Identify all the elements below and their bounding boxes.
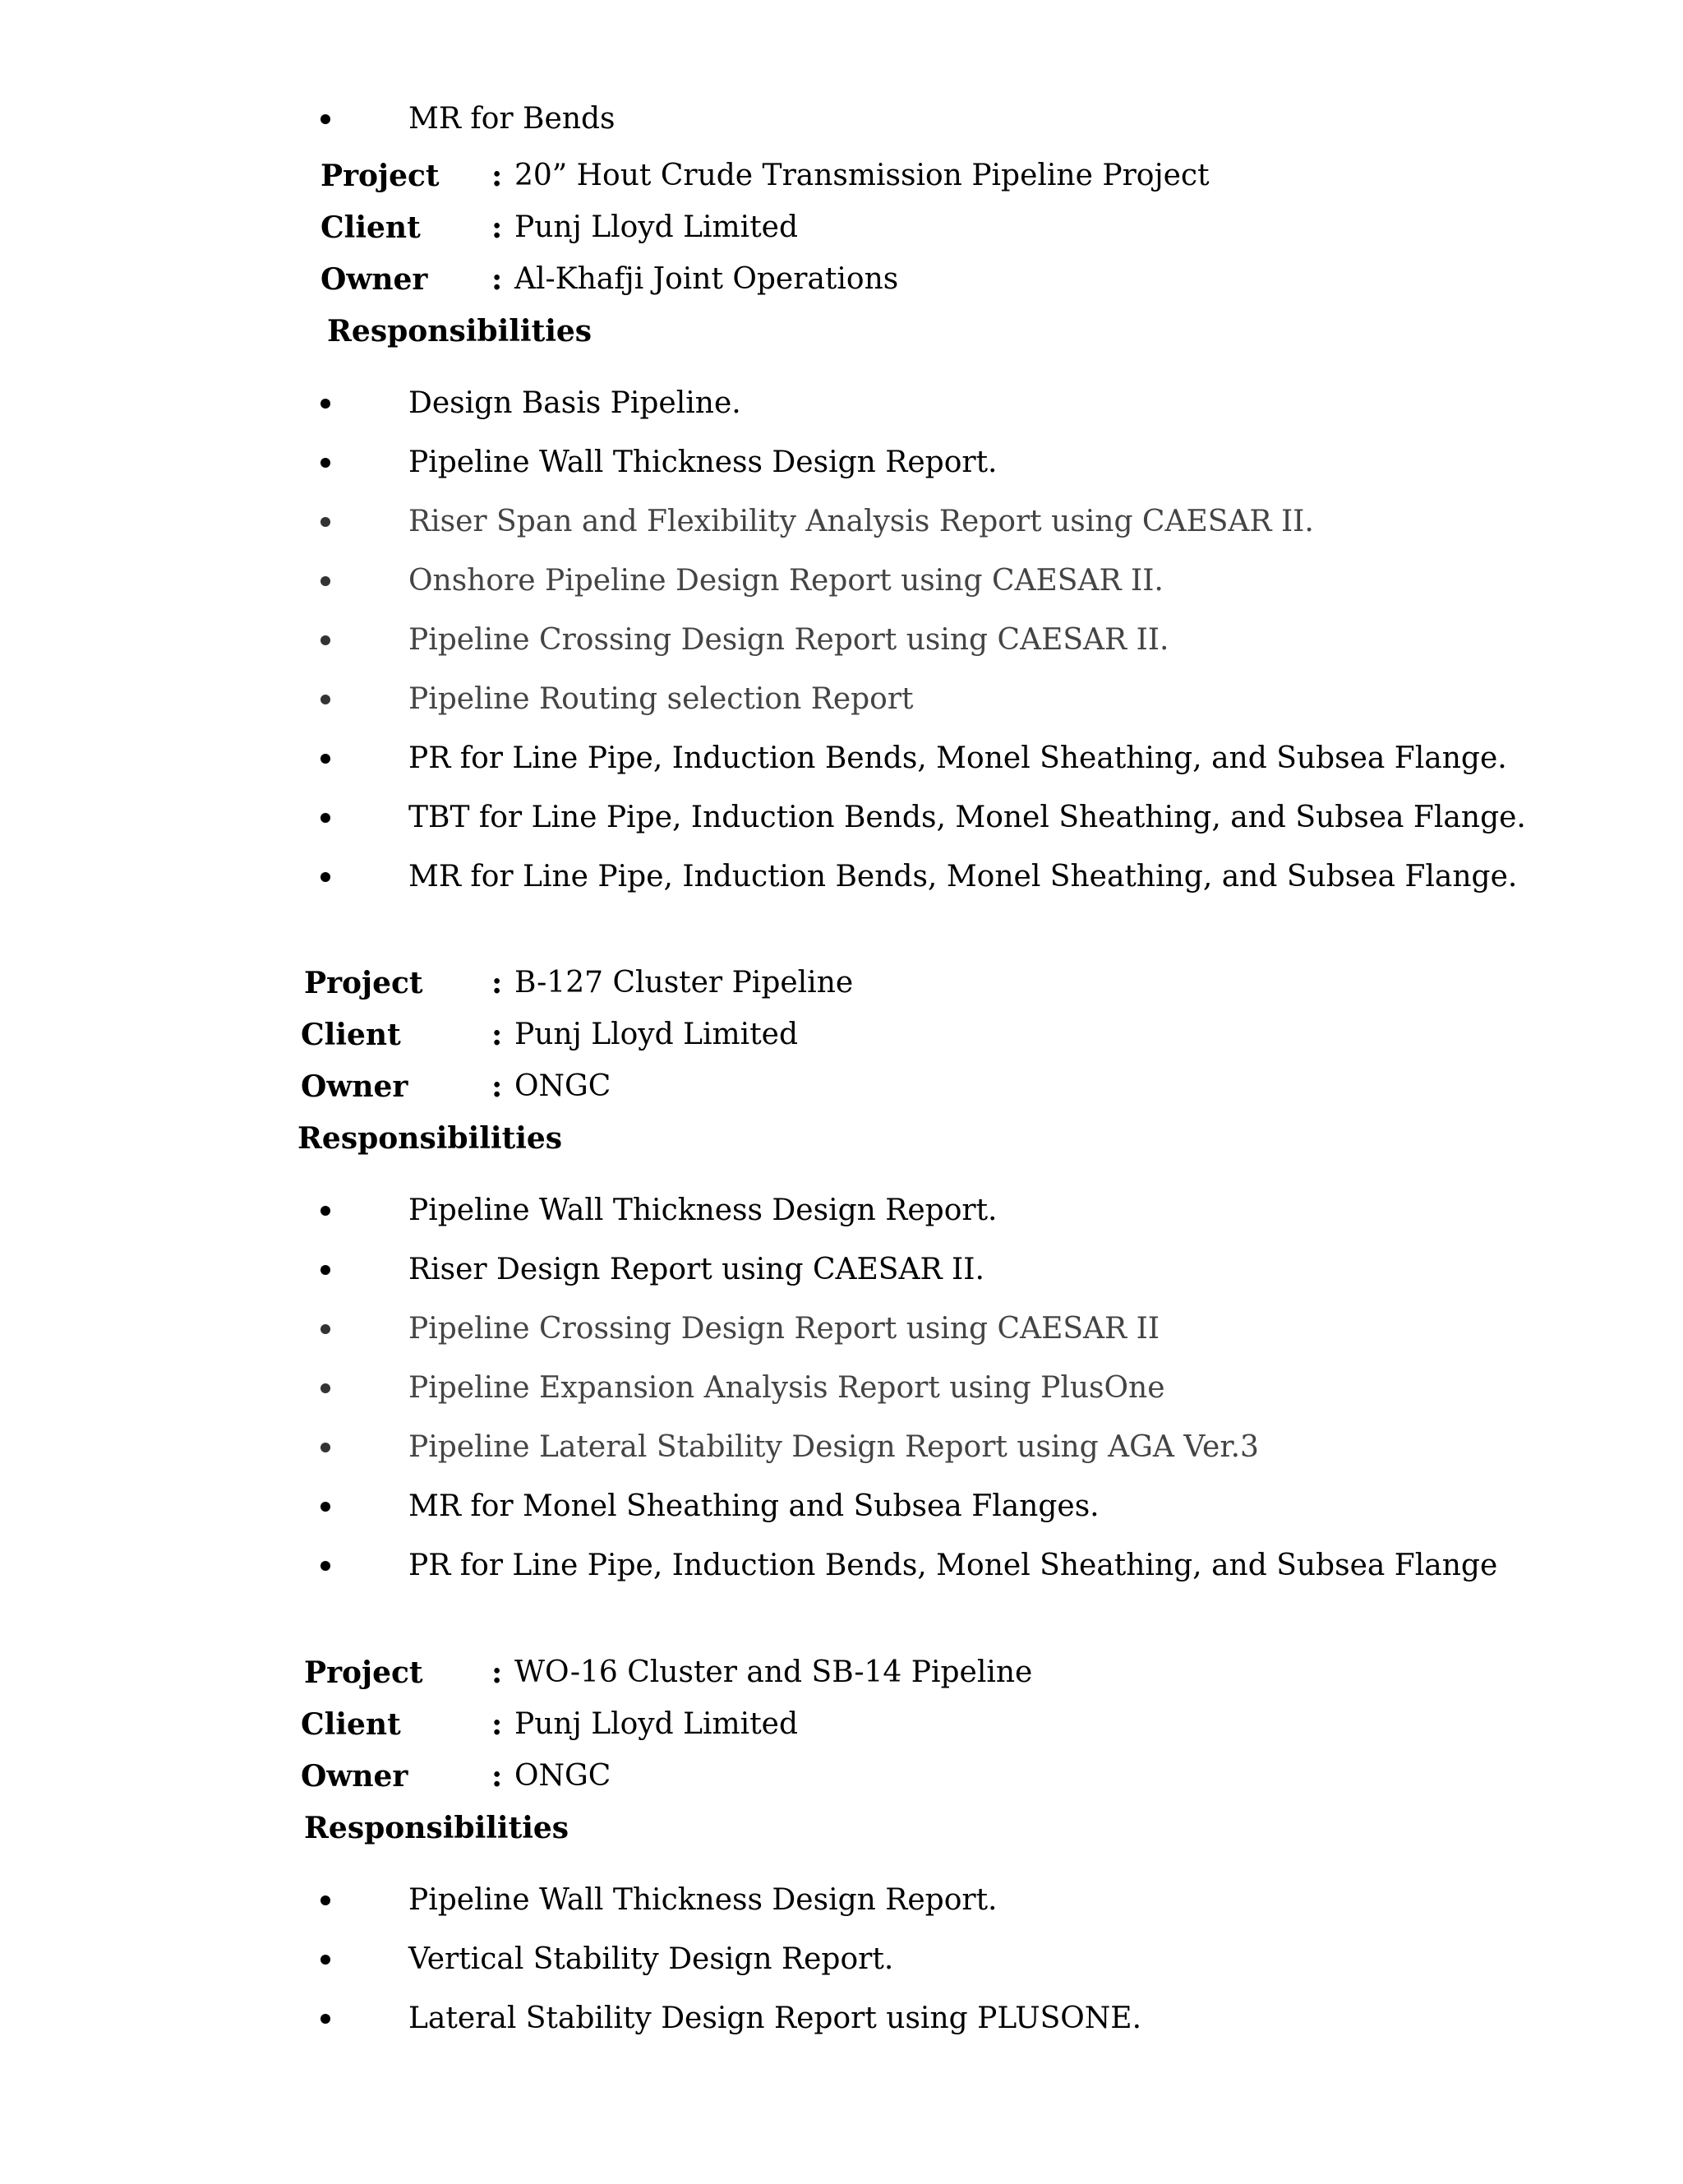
owner-label: Owner xyxy=(301,1069,408,1104)
bullet-icon xyxy=(320,754,330,764)
list-item-text: Vertical Stability Design Report. xyxy=(408,1942,894,1976)
bullet-icon xyxy=(320,1502,330,1512)
owner-value: ONGC xyxy=(514,1069,611,1103)
bullet-icon xyxy=(320,1443,330,1452)
bullet-icon xyxy=(320,399,330,409)
colon: : xyxy=(491,159,503,193)
client-value: Punj Lloyd Limited xyxy=(514,1018,799,1051)
list-item-text: MR for Bends xyxy=(408,102,616,136)
list-item-text: Riser Span and Flexibility Analysis Report using CAESAR II. xyxy=(408,505,1314,538)
project-label: Project xyxy=(304,1655,423,1690)
client-label: Client xyxy=(301,1707,401,1742)
project-value: B-127 Cluster Pipeline xyxy=(514,966,854,1000)
list-item-text: Pipeline Crossing Design Report using CAESAR II. xyxy=(408,623,1169,657)
owner-value: ONGC xyxy=(514,1759,611,1793)
colon: : xyxy=(491,262,503,297)
list-item-text: Pipeline Wall Thickness Design Report. xyxy=(408,446,998,479)
list-item-text: Lateral Stability Design Report using PLUSONE. xyxy=(408,2002,1142,2035)
colon: : xyxy=(491,210,503,245)
list-item-text: TBT for Line Pipe, Induction Bends, Monel Sheathing, and Subsea Flange. xyxy=(408,801,1526,834)
list-item-text: PR for Line Pipe, Induction Bends, Monel Sheathing, and Subsea Flange. xyxy=(408,741,1507,775)
bullet-icon xyxy=(320,458,330,468)
bullet-icon xyxy=(320,517,330,527)
client-label: Client xyxy=(320,210,421,245)
project-value: 20” Hout Crude Transmission Pipeline Project xyxy=(514,159,1210,192)
project1-responsibilities-heading: Responsibilities xyxy=(327,314,593,349)
bullet-icon xyxy=(320,1895,330,1905)
list-item-text: Pipeline Crossing Design Report using CAESAR II xyxy=(408,1312,1160,1346)
list-item-text: Pipeline Lateral Stability Design Report using AGA Ver.3 xyxy=(408,1430,1259,1464)
project3-responsibilities-heading: Responsibilities xyxy=(304,1811,569,1845)
colon: : xyxy=(491,966,503,1000)
list-item-text: MR for Monel Sheathing and Subsea Flanges. xyxy=(408,1489,1100,1523)
bullet-icon xyxy=(320,695,330,704)
list-item-text: Onshore Pipeline Design Report using CAESAR II. xyxy=(408,564,1164,598)
project2-responsibilities-heading: Responsibilities xyxy=(297,1121,563,1156)
owner-label: Owner xyxy=(301,1759,408,1794)
list-item-text: MR for Line Pipe, Induction Bends, Monel Sheathing, and Subsea Flange. xyxy=(408,860,1518,893)
bullet-icon xyxy=(320,2014,330,2024)
client-label: Client xyxy=(301,1018,401,1052)
bullet-icon xyxy=(320,1324,330,1334)
bullet-icon xyxy=(320,1561,330,1571)
owner-value: Al-Khafji Joint Operations xyxy=(514,262,899,296)
list-item-text: Pipeline Wall Thickness Design Report. xyxy=(408,1883,998,1917)
project-label: Project xyxy=(304,966,423,1000)
colon: : xyxy=(491,1069,503,1104)
client-value: Punj Lloyd Limited xyxy=(514,210,799,244)
project-value: WO-16 Cluster and SB-14 Pipeline xyxy=(514,1655,1033,1689)
list-item-text: Riser Design Report using CAESAR II. xyxy=(408,1253,984,1286)
list-item-text: Design Basis Pipeline. xyxy=(408,386,741,420)
bullet-icon xyxy=(320,872,330,882)
bullet-icon xyxy=(320,1265,330,1275)
list-item-text: Pipeline Wall Thickness Design Report. xyxy=(408,1194,998,1227)
colon: : xyxy=(491,1655,503,1690)
list-item-text: PR for Line Pipe, Induction Bends, Monel Sheathing, and Subsea Flange xyxy=(408,1549,1498,1582)
colon: : xyxy=(491,1707,503,1742)
list-item-text: Pipeline Routing selection Report xyxy=(408,682,914,716)
bullet-icon xyxy=(320,1383,330,1393)
bullet-icon xyxy=(320,635,330,645)
list-item-text: Pipeline Expansion Analysis Report using PlusOne xyxy=(408,1371,1165,1405)
owner-label: Owner xyxy=(320,262,428,297)
bullet-icon xyxy=(320,114,330,124)
colon: : xyxy=(491,1759,503,1794)
bullet-icon xyxy=(320,813,330,823)
client-value: Punj Lloyd Limited xyxy=(514,1707,799,1741)
bullet-icon xyxy=(320,576,330,586)
colon: : xyxy=(491,1018,503,1052)
bullet-icon xyxy=(320,1206,330,1216)
project-label: Project xyxy=(320,159,440,193)
bullet-icon xyxy=(320,1955,330,1965)
